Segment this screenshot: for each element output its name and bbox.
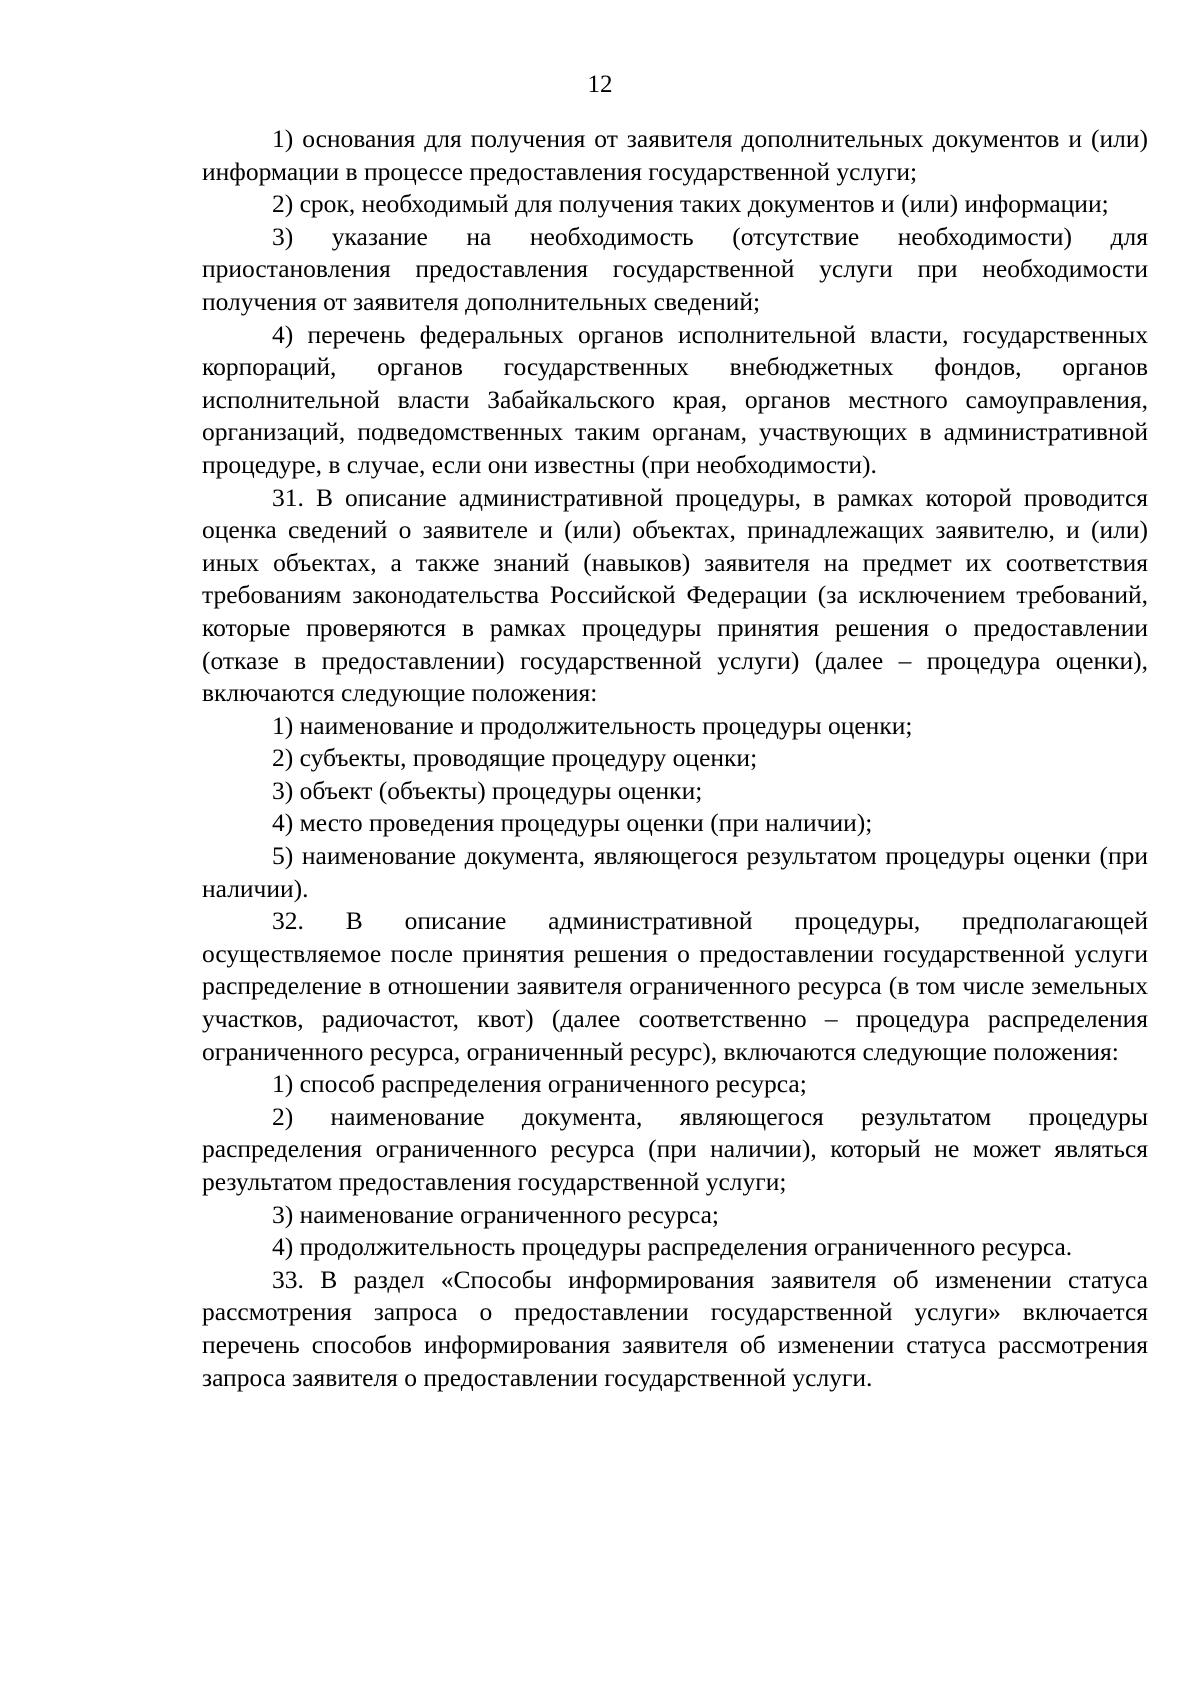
page-number: 12 — [587, 71, 613, 98]
paragraph: 2) субъекты, проводящие процедуру оценки; — [272, 743, 758, 773]
paragraph: 1) способ распределения ограниченного ресурса; — [272, 1069, 807, 1099]
paragraph: 5) наименование документа, являющегося результатом процедуры оценки (при наличии). — [202, 841, 1148, 903]
paragraph: 4) перечень федеральных органов исполнительной власти, государственных корпораций, органов государственных внебюджетных фондов, органов исполнительной власти Забайкальского края, органов местного самоуправления, организаций, подведомственных таким органам, участвующих в административной процедуре, в случае, если они известны (при необходимости). — [202, 319, 1148, 479]
paragraph: 31. В описание административной процедуры, в рамках которой проводится оценка сведений о заявителе и (или) объектах, принадлежащих заявителю, и (или) иных объектах, а также знаний (навыков) заявителя на предмет их соответствия требованиям законодательства Российской Федерации (за исключением требований, которые проверяются в рамках процедуры принятия решения о предоставлении (отказе в предоставлении) государственной услуги) (далее – процедура оценки), включаются следующие положения: — [202, 482, 1148, 708]
paragraph: 3) указание на необходимость (отсутствие необходимости) для приостановления предоставления государственной услуги при необходимости получения от заявителя дополнительных сведений; — [202, 221, 1148, 316]
paragraph: 4) продолжительность процедуры распределения ограниченного ресурса. — [272, 1232, 1073, 1262]
paragraph: 32. В описание административной процедуры, предполагающей осуществляемое после принятия решения о предоставлении государственной услуги распределение в отношении заявителя ограниченного ресурса (в том числе земельных участков, радиочастот, квот) (далее соответственно – процедура распределения ограниченного ресурса, ограниченный ресурс), включаются следующие положения: — [202, 906, 1148, 1066]
paragraph: 4) место проведения процедуры оценки (при наличии); — [272, 808, 873, 838]
paragraph: 2) наименование документа, являющегося результатом процедуры распределения ограниченного ресурса (при наличии), который не может являться результатом предоставления государственной услуги; — [202, 1101, 1148, 1196]
paragraph: 33. В раздел «Способы информирования заявителя об изменении статуса рассмотрения запроса о предоставлении государственной услуги» включается перечень способов информирования заявителя об изменении статуса рассмотрения запроса заявителя о предоставлении государственной услуги. — [202, 1264, 1148, 1392]
paragraph: 2) срок, необходимый для получения таких документов и (или) информации; — [272, 189, 1109, 219]
document-body — [202, 123, 1148, 1394]
paragraph: 1) наименование и продолжительность процедуры оценки; — [272, 710, 913, 740]
paragraph: 1) основания для получения от заявителя дополнительных документов и (или) информации в процессе предоставления государственной услуги; — [202, 124, 1148, 186]
paragraph: 3) наименование ограниченного ресурса; — [272, 1199, 720, 1229]
paragraph: 3) объект (объекты) процедуры оценки; — [272, 775, 703, 805]
